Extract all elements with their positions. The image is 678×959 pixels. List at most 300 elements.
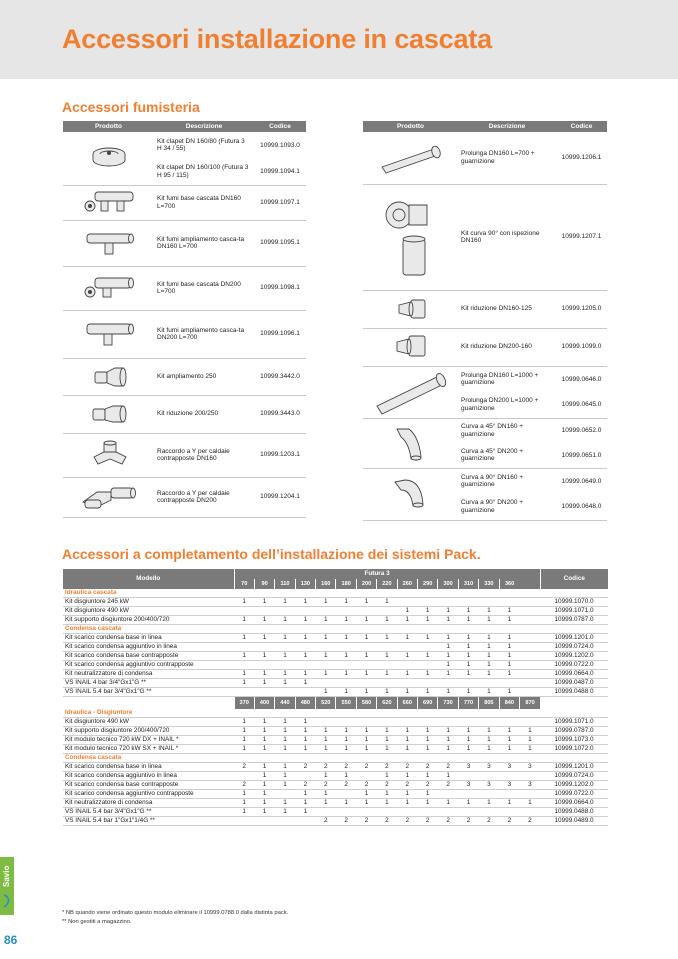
quantity-cell — [254, 643, 274, 652]
power-header: 440 — [275, 697, 295, 709]
reduction-small-icon — [363, 290, 458, 328]
empty-cell — [520, 670, 540, 679]
product-code: 10999.0651.0 — [556, 443, 607, 468]
quantity-cell: 3 — [520, 780, 540, 789]
quantity-cell — [438, 717, 458, 726]
quantity-cell — [418, 807, 438, 816]
row-code: 10999.0722.0 — [540, 789, 608, 798]
quantity-cell: 1 — [254, 726, 274, 735]
product-code: 10999.1098.1 — [254, 266, 306, 310]
quantity-cell — [336, 789, 356, 798]
quantity-cell: 1 — [377, 735, 397, 744]
quantity-cell: 1 — [479, 688, 499, 697]
quantity-cell: 1 — [458, 643, 478, 652]
quantity-cell: 1 — [520, 735, 540, 744]
quantity-cell: 1 — [397, 652, 417, 661]
power-header: 160 — [316, 579, 336, 589]
quantity-cell: 1 — [499, 735, 520, 744]
quantity-cell: 1 — [458, 688, 478, 697]
quantity-cell: 2 — [418, 762, 438, 771]
product-description: Kit curva 90° con ispezione DN160 — [458, 184, 556, 290]
quantity-cell: 1 — [275, 807, 295, 816]
reduction-icon — [63, 395, 154, 433]
product-description: Kit ampliamento 250 — [154, 358, 254, 395]
power-header: 400 — [254, 697, 274, 709]
quantity-cell — [397, 661, 417, 670]
subsection-row — [63, 625, 608, 634]
quantity-cell: 1 — [275, 780, 295, 789]
table-row — [363, 290, 607, 328]
product-description: Kit clapet DN 160/80 (Futura 3 H 34 / 55) — [157, 137, 245, 153]
product-code: 10999.0652.0 — [561, 427, 602, 434]
quantity-cell: 2 — [438, 816, 458, 825]
quantity-cell: 1 — [254, 780, 274, 789]
quantity-cell: 1 — [316, 726, 336, 735]
product-description: Kit clapet DN 160/100 (Futura 3 H 95 / 115) — [154, 159, 254, 186]
quantity-cell: 1 — [254, 634, 274, 643]
table-row — [63, 807, 608, 816]
quantity-cell — [295, 771, 315, 780]
subsection-row — [63, 589, 608, 598]
quantity-cell: 1 — [377, 652, 397, 661]
pack-title: Accessori a completamento dell’installazione dei sistemi Pack. — [62, 546, 481, 562]
quantity-cell: 1 — [397, 634, 417, 643]
row-code: 10999.1201.0 — [540, 634, 608, 643]
quantity-cell: 1 — [295, 652, 315, 661]
power-header: 200 — [356, 579, 376, 589]
row-label: Kit scarico condensa base contrapposte — [63, 652, 234, 661]
quantity-cell: 1 — [377, 789, 397, 798]
quantity-cell: 1 — [397, 688, 417, 697]
quantity-cell — [458, 717, 478, 726]
power-header: 220 — [377, 579, 397, 589]
pack-power-row-2 — [63, 697, 608, 709]
quantity-cell — [438, 789, 458, 798]
quantity-cell — [295, 661, 315, 670]
quantity-cell — [234, 771, 254, 780]
quantity-cell: 1 — [234, 652, 254, 661]
quantity-cell: 1 — [316, 634, 336, 643]
quantity-cell: 1 — [275, 679, 295, 688]
power-header: 520 — [316, 697, 336, 709]
quantity-cell — [336, 661, 356, 670]
quantity-cell: 3 — [520, 762, 540, 771]
quantity-cell — [275, 661, 295, 670]
quantity-cell: 1 — [254, 789, 274, 798]
quantity-cell — [377, 607, 397, 616]
product-description: Curva a 90° DN200 + guarnizione — [458, 494, 556, 520]
quantity-cell: 1 — [479, 634, 499, 643]
quantity-cell: 2 — [316, 762, 336, 771]
power-header: 660 — [397, 697, 417, 709]
quantity-cell: 2 — [316, 780, 336, 789]
quantity-cell: 1 — [458, 726, 478, 735]
quantity-cell — [234, 688, 254, 697]
quantity-cell — [499, 807, 520, 816]
quantity-cell: 1 — [438, 744, 458, 753]
quantity-cell: 1 — [336, 744, 356, 753]
quantity-cell — [499, 771, 520, 780]
quantity-cell: 1 — [336, 726, 356, 735]
quantity-cell: 1 — [316, 744, 336, 753]
quantity-cell: 1 — [479, 726, 499, 735]
quantity-cell: 1 — [316, 598, 336, 607]
quantity-cell — [356, 607, 376, 616]
subsection-row — [63, 753, 608, 762]
quantity-cell: 2 — [377, 780, 397, 789]
table-row — [63, 789, 608, 798]
header-descrizione: Descrizione — [458, 121, 556, 132]
quantity-cell — [479, 679, 499, 688]
product-code: 10999.3443.0 — [254, 395, 306, 433]
power-header: 550 — [336, 697, 356, 709]
quantity-cell: 1 — [295, 717, 315, 726]
quantity-cell — [479, 598, 499, 607]
quantity-cell: 1 — [336, 735, 356, 744]
table-row — [63, 132, 306, 159]
quantity-cell: 1 — [234, 679, 254, 688]
row-code: 10999.0787.0 — [540, 616, 608, 625]
product-code: 10999.3442.0 — [254, 358, 306, 395]
row-code: 10999.0487.0 — [540, 679, 608, 688]
empty-cell — [520, 598, 540, 607]
quantity-cell — [275, 643, 295, 652]
table-row — [63, 643, 608, 652]
quantity-cell: 1 — [275, 634, 295, 643]
subsection-row — [63, 709, 608, 718]
quantity-cell: 1 — [356, 789, 376, 798]
quantity-cell: 1 — [438, 616, 458, 625]
quantity-cell: 2 — [377, 762, 397, 771]
power-header: 360 — [499, 579, 520, 589]
blank-cell — [63, 697, 234, 709]
quantity-cell: 1 — [254, 598, 274, 607]
quantity-cell — [356, 679, 376, 688]
product-description: Raccordo a Y per caldaie contrapposte DN160 — [154, 433, 254, 477]
quantity-cell: 1 — [356, 670, 376, 679]
flue-base-kit-dn200-icon — [63, 266, 154, 310]
empty-cell — [520, 679, 540, 688]
quantity-cell: 1 — [275, 652, 295, 661]
quantity-cell: 1 — [234, 717, 254, 726]
quantity-cell — [438, 679, 458, 688]
row-label: Kit modulo tecnico 720 kW SX + INAIL * — [63, 744, 234, 753]
quantity-cell: 1 — [397, 789, 417, 798]
header-empty — [520, 569, 540, 589]
header-codice: Codice — [540, 569, 608, 589]
quantity-cell: 2 — [336, 816, 356, 825]
product-description: Kit riduzione DN160-125 — [458, 290, 556, 328]
quantity-cell — [275, 816, 295, 825]
table-row — [63, 395, 306, 433]
quantity-cell: 1 — [295, 726, 315, 735]
quantity-cell: 1 — [356, 744, 376, 753]
quantity-cell: 2 — [356, 780, 376, 789]
quantity-cell — [479, 789, 499, 798]
empty-cell — [520, 661, 540, 670]
product-code: 10999.1093.0 — [260, 141, 300, 149]
quantity-cell: 1 — [275, 717, 295, 726]
row-code: 10999.1202.0 — [540, 780, 608, 789]
quantity-cell: 1 — [254, 735, 274, 744]
quantity-cell: 1 — [458, 652, 478, 661]
fumisteria-table-left — [63, 121, 306, 518]
quantity-cell — [234, 661, 254, 670]
quantity-cell: 2 — [356, 816, 376, 825]
quantity-cell — [499, 717, 520, 726]
quantity-cell: 1 — [356, 616, 376, 625]
quantity-cell: 1 — [397, 616, 417, 625]
table-row — [63, 798, 608, 807]
quantity-cell: 1 — [438, 735, 458, 744]
quantity-cell: 2 — [234, 762, 254, 771]
quantity-cell: 1 — [418, 670, 438, 679]
quantity-cell: 1 — [316, 789, 336, 798]
quantity-cell — [520, 717, 540, 726]
quantity-cell — [458, 598, 478, 607]
power-header: 690 — [418, 697, 438, 709]
product-description: Kit fumi base cascata DN160 L=700 — [154, 185, 254, 220]
quantity-cell — [234, 816, 254, 825]
quantity-cell: 1 — [254, 679, 274, 688]
quantity-cell — [418, 717, 438, 726]
quantity-cell — [418, 643, 438, 652]
row-code: 10999.1071.0 — [540, 717, 608, 726]
quantity-cell: 1 — [397, 670, 417, 679]
power-header: 300 — [438, 579, 458, 589]
product-description: Kit riduzione DN200-160 — [458, 328, 556, 366]
quantity-cell: 1 — [316, 688, 336, 697]
power-header: 480 — [295, 697, 315, 709]
quantity-cell: 3 — [458, 762, 478, 771]
quantity-cell — [336, 607, 356, 616]
product-description: Kit fumi ampliamento casca-ta DN160 L=700 — [154, 220, 254, 266]
quantity-cell: 1 — [336, 688, 356, 697]
power-header: 840 — [499, 697, 520, 709]
quantity-cell — [254, 816, 274, 825]
row-code: 10999.0722.0 — [540, 661, 608, 670]
row-code: 10999.1070.0 — [540, 598, 608, 607]
empty-cell — [520, 643, 540, 652]
quantity-cell — [520, 771, 540, 780]
table-row — [63, 679, 608, 688]
quantity-cell: 1 — [418, 798, 438, 807]
quantity-cell — [458, 771, 478, 780]
table-row — [363, 468, 607, 494]
power-header: 180 — [336, 579, 356, 589]
clapet-icon — [63, 132, 154, 185]
product-description: Prolunga DN160 L=1000 + guarnizione — [461, 371, 539, 387]
quantity-cell: 1 — [499, 798, 520, 807]
power-header: 310 — [458, 579, 478, 589]
row-label: Kit scarico condensa base in linea — [63, 762, 234, 771]
product-description: Kit fumi base cascata DN200 L=700 — [154, 266, 254, 310]
power-header: 330 — [479, 579, 499, 589]
quantity-cell: 1 — [458, 735, 478, 744]
quantity-cell: 2 — [336, 780, 356, 789]
quantity-cell: 1 — [377, 634, 397, 643]
quantity-cell: 1 — [418, 726, 438, 735]
quantity-cell: 1 — [438, 652, 458, 661]
quantity-cell: 1 — [234, 598, 254, 607]
quantity-cell: 1 — [520, 744, 540, 753]
quantity-cell: 1 — [397, 607, 417, 616]
quantity-cell: 1 — [316, 670, 336, 679]
row-code: 10999.1073.0 — [540, 735, 608, 744]
table-row — [363, 366, 607, 392]
quantity-cell — [295, 643, 315, 652]
row-code: 10999.1202.0 — [540, 652, 608, 661]
product-description: Prolunga DN160 L=700 + guarnizione — [458, 132, 556, 184]
empty-cell — [520, 634, 540, 643]
power-header: 110 — [275, 579, 295, 589]
quantity-cell — [275, 607, 295, 616]
brand-label: Savio — [2, 865, 11, 887]
quantity-cell: 2 — [438, 780, 458, 789]
quantity-cell: 1 — [438, 634, 458, 643]
power-header: 730 — [438, 697, 458, 709]
quantity-cell — [397, 807, 417, 816]
bend-90-icon — [363, 468, 458, 520]
product-description: Prolunga DN200 L=1000 + guarnizione — [458, 392, 556, 418]
row-code: 10999.1201.0 — [540, 762, 608, 771]
power-header: 90 — [254, 579, 274, 589]
quantity-cell: 1 — [356, 798, 376, 807]
quantity-cell: 1 — [458, 661, 478, 670]
quantity-cell: 1 — [295, 735, 315, 744]
quantity-cell — [295, 688, 315, 697]
quantity-cell — [499, 789, 520, 798]
quantity-cell — [458, 679, 478, 688]
page-title: Accessori installazione in cascata — [62, 24, 492, 54]
quantity-cell: 1 — [479, 735, 499, 744]
row-label: Kit scarico condensa aggiuntivo in linea — [63, 771, 234, 780]
enlargement-icon — [63, 358, 154, 395]
power-header: 70 — [234, 579, 254, 589]
table-row — [63, 762, 608, 771]
footnote-2: ** Non gestiti a magazzino. — [62, 919, 132, 925]
quantity-cell: 1 — [479, 643, 499, 652]
y-fitting-dn200-icon — [63, 477, 154, 517]
table-row — [63, 220, 306, 266]
quantity-cell: 2 — [397, 780, 417, 789]
product-code: 10999.1097.1 — [254, 185, 306, 220]
product-code: 10999.1204.1 — [254, 477, 306, 517]
quantity-cell — [397, 643, 417, 652]
quantity-cell: 1 — [438, 798, 458, 807]
subsection-label: Condensa cascata — [63, 625, 608, 634]
quantity-cell: 2 — [458, 816, 478, 825]
quantity-cell: 1 — [254, 762, 274, 771]
product-code: 10999.1206.1 — [556, 132, 607, 184]
table-row — [63, 726, 608, 735]
quantity-cell: 1 — [316, 652, 336, 661]
quantity-cell: 1 — [377, 726, 397, 735]
product-code: 10999.1205.0 — [556, 290, 607, 328]
quantity-cell: 1 — [336, 616, 356, 625]
quantity-cell — [377, 717, 397, 726]
quantity-cell: 1 — [377, 616, 397, 625]
header-codice: Codice — [254, 121, 306, 132]
row-label: Kit supporto disgiuntore 200/400/720 — [63, 726, 234, 735]
product-code: 10999.1099.0 — [556, 328, 607, 366]
table-row — [63, 358, 306, 395]
quantity-cell — [458, 789, 478, 798]
quantity-cell: 1 — [336, 670, 356, 679]
quantity-cell — [356, 643, 376, 652]
empty-cell — [520, 607, 540, 616]
quantity-cell: 1 — [254, 744, 274, 753]
quantity-cell: 1 — [499, 643, 520, 652]
quantity-cell: 1 — [316, 798, 336, 807]
header-prodotto: Prodotto — [363, 121, 458, 132]
quantity-cell: 1 — [356, 634, 376, 643]
quantity-cell — [520, 789, 540, 798]
quantity-cell — [316, 679, 336, 688]
quantity-cell: 2 — [295, 762, 315, 771]
quantity-cell: 1 — [295, 798, 315, 807]
quantity-cell: 1 — [234, 789, 254, 798]
quantity-cell: 1 — [499, 607, 520, 616]
quantity-cell: 1 — [275, 771, 295, 780]
quantity-cell: 1 — [438, 688, 458, 697]
quantity-cell — [479, 771, 499, 780]
long-extension-icon — [363, 366, 458, 418]
quantity-cell: 1 — [377, 744, 397, 753]
quantity-cell — [336, 643, 356, 652]
quantity-cell — [438, 598, 458, 607]
quantity-cell: 1 — [275, 798, 295, 807]
quantity-cell — [397, 679, 417, 688]
quantity-cell: 1 — [275, 744, 295, 753]
quantity-cell: 1 — [479, 670, 499, 679]
row-label: Kit supporto disgiuntore 200/400/720 — [63, 616, 234, 625]
quantity-cell: 1 — [418, 634, 438, 643]
quantity-cell: 1 — [418, 688, 438, 697]
quantity-cell: 1 — [295, 598, 315, 607]
quantity-cell: 1 — [458, 798, 478, 807]
blank-cell — [540, 697, 608, 709]
quantity-cell: 2 — [336, 762, 356, 771]
quantity-cell — [316, 807, 336, 816]
quantity-cell: 2 — [520, 816, 540, 825]
power-header: 260 — [397, 579, 417, 589]
quantity-cell: 1 — [377, 688, 397, 697]
table-row — [363, 184, 607, 290]
quantity-cell: 1 — [295, 616, 315, 625]
quantity-cell: 2 — [234, 780, 254, 789]
quantity-cell — [254, 688, 274, 697]
table-row — [63, 616, 608, 625]
quantity-cell: 2 — [499, 816, 520, 825]
row-label: Kit scarico condensa aggiuntivo contrapposte — [63, 789, 234, 798]
row-label: Kit scarico condensa base contrapposte — [63, 780, 234, 789]
quantity-cell: 2 — [418, 816, 438, 825]
row-label: VS INAIL 5.4 bar 3/4"Gx1"G ** — [63, 807, 234, 816]
quantity-cell: 1 — [275, 598, 295, 607]
empty-cell — [520, 652, 540, 661]
quantity-cell: 1 — [438, 670, 458, 679]
table-row — [363, 418, 607, 443]
flue-extension-kit-icon — [63, 220, 154, 266]
header-modello: Modello — [63, 569, 234, 589]
quantity-cell — [356, 807, 376, 816]
quantity-cell: 1 — [356, 598, 376, 607]
quantity-cell: 1 — [356, 652, 376, 661]
product-code: 10999.0648.0 — [556, 494, 607, 520]
table-row — [63, 771, 608, 780]
fumisteria-title: Accessori fumisteria — [62, 99, 200, 115]
